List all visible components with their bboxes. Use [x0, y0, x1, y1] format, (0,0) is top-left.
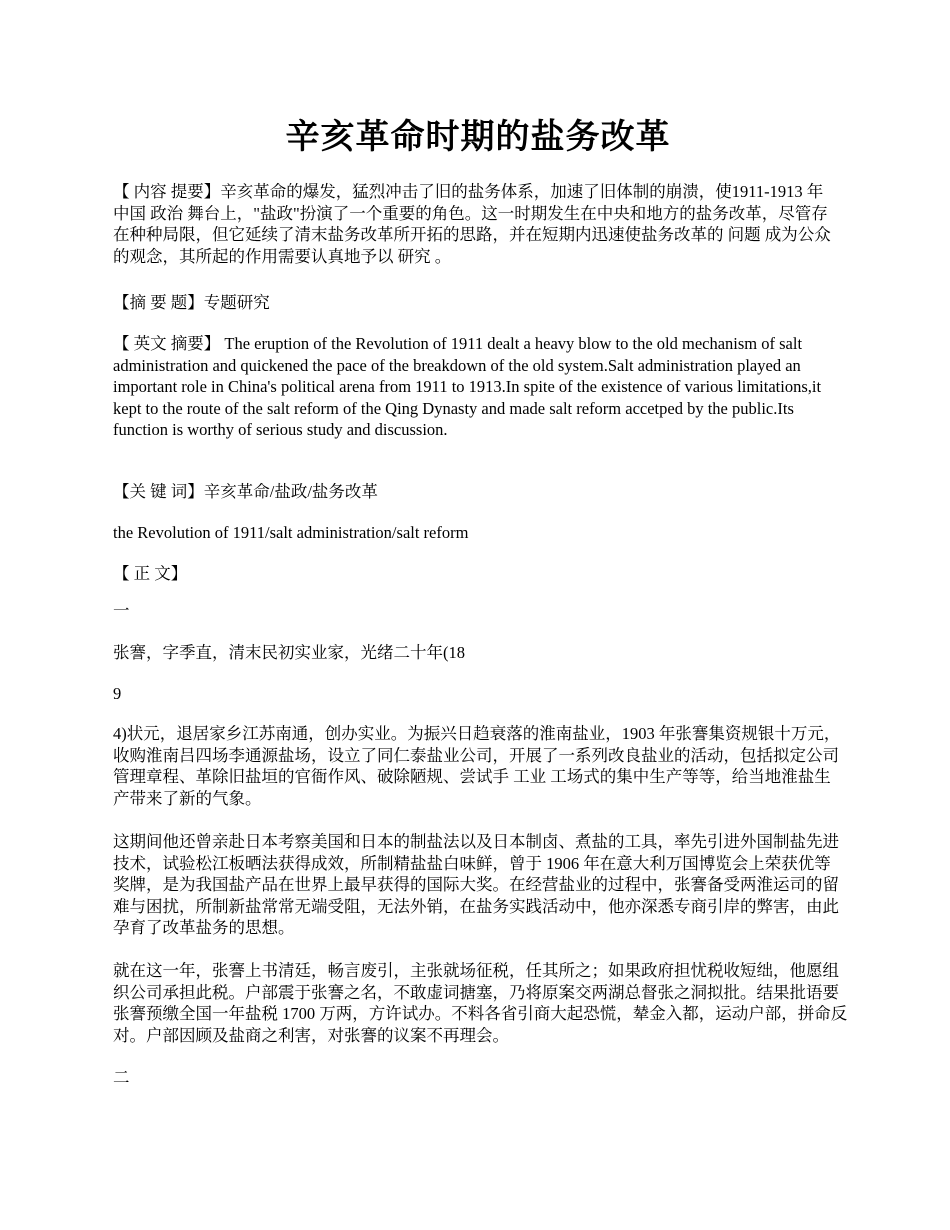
abstract-paragraph: 【 内容 提要】辛亥革命的爆发，猛烈冲击了旧的盐务体系，加速了旧体制的崩溃，使1911-1913 年 中国 政治 舞台上，"盐政"扮演了一个重要的角色。这一时期发生在中央和地方的盐务改革，尽管存在种种局限，但它延续了清末盐务改革所开拓的思路，并在短期内迅速使盐务改革的 问题 成为公众的观念，其所起的作用需要认真地予以 研究 。: [113, 182, 831, 266]
keywords-chinese: 【关 键 词】辛亥革命/盐政/盐务改革: [113, 482, 378, 501]
document-title: 辛亥革命时期的盐务改革: [285, 119, 671, 156]
body-paragraph-1b: 9: [113, 684, 122, 703]
subject-line: 【摘 要 题】专题研究: [113, 293, 270, 312]
keywords-english: the Revolution of 1911/salt administration/salt reform: [113, 523, 469, 542]
document-page: [113, 0, 853, 1087]
body-paragraph-2: 4)状元，退居家乡江苏南通，创办实业。为振兴日趋衰落的淮南盐业，1903 年张謇集资规银十万元，收购淮南吕四场李通源盐场，设立了同仁泰盐业公司，开展了一系列改良盐业的活动，包括拟定公司管理章程、革除旧盐垣的官衙作风、破除陋规、尝试手 工业 工场式的集中生产等等，给当地淮盐生产带来了新的气象。: [113, 724, 841, 808]
body-paragraph-1a: 张謇，字季直，清末民初实业家，光绪二十年(18: [113, 643, 465, 662]
section-heading-two: 二: [113, 1068, 130, 1087]
section-heading-one: 一: [113, 601, 130, 620]
body-paragraph-4: 就在这一年，张謇上书清廷，畅言废引，主张就场征税，任其所之；如果政府担忧税收短绌，他愿组织公司承担此税。户部震于张謇之名，不敢虚词搪塞，乃将原案交两湖总督张之洞拟批。结果批语要张謇预缴全国一年盐税 1700 万两，方许试办。不料各省引商大起恐慌，辇金入都，运动户部，拼命反对。户部因顾及盐商之利害，对张謇的议案不再理会。: [113, 961, 848, 1045]
body-heading: 【 正 文】: [113, 564, 188, 583]
body-paragraph-3: 这期间他还曾亲赴日本考察美国和日本的制盐法以及日本制卤、煮盐的工具，率先引进外国制盐先进技术，试验松江板晒法获得成效，所制精盐盐白味鲜，曾于 1906 年在意大利万国博览会上荣获优等奖牌，是为我国盐产品在世界上最早获得的国际大奖。在经营盐业的过程中，张謇备受两淮运司的留难与困扰，所制新盐常常无端受阻，无法外销，在盐务实践活动中，他亦深悉专商引岸的弊害，由此孕育了改革盐务的思想。: [113, 832, 839, 938]
english-abstract-paragraph: 【 英文 摘要】 The eruption of the Revolution of 1911 dealt a heavy blow to the old mechanism of salt administration and quickened the pace of the breakdown of the old system.Salt administration played an important role in China's political arena from 1911 to 1913.In spite of the existence of various limitations,it kept to the route of the salt reform of the Qing Dynasty and made salt reform accetped by the public.Its function is worthy of serious study and discussion.: [113, 334, 822, 440]
